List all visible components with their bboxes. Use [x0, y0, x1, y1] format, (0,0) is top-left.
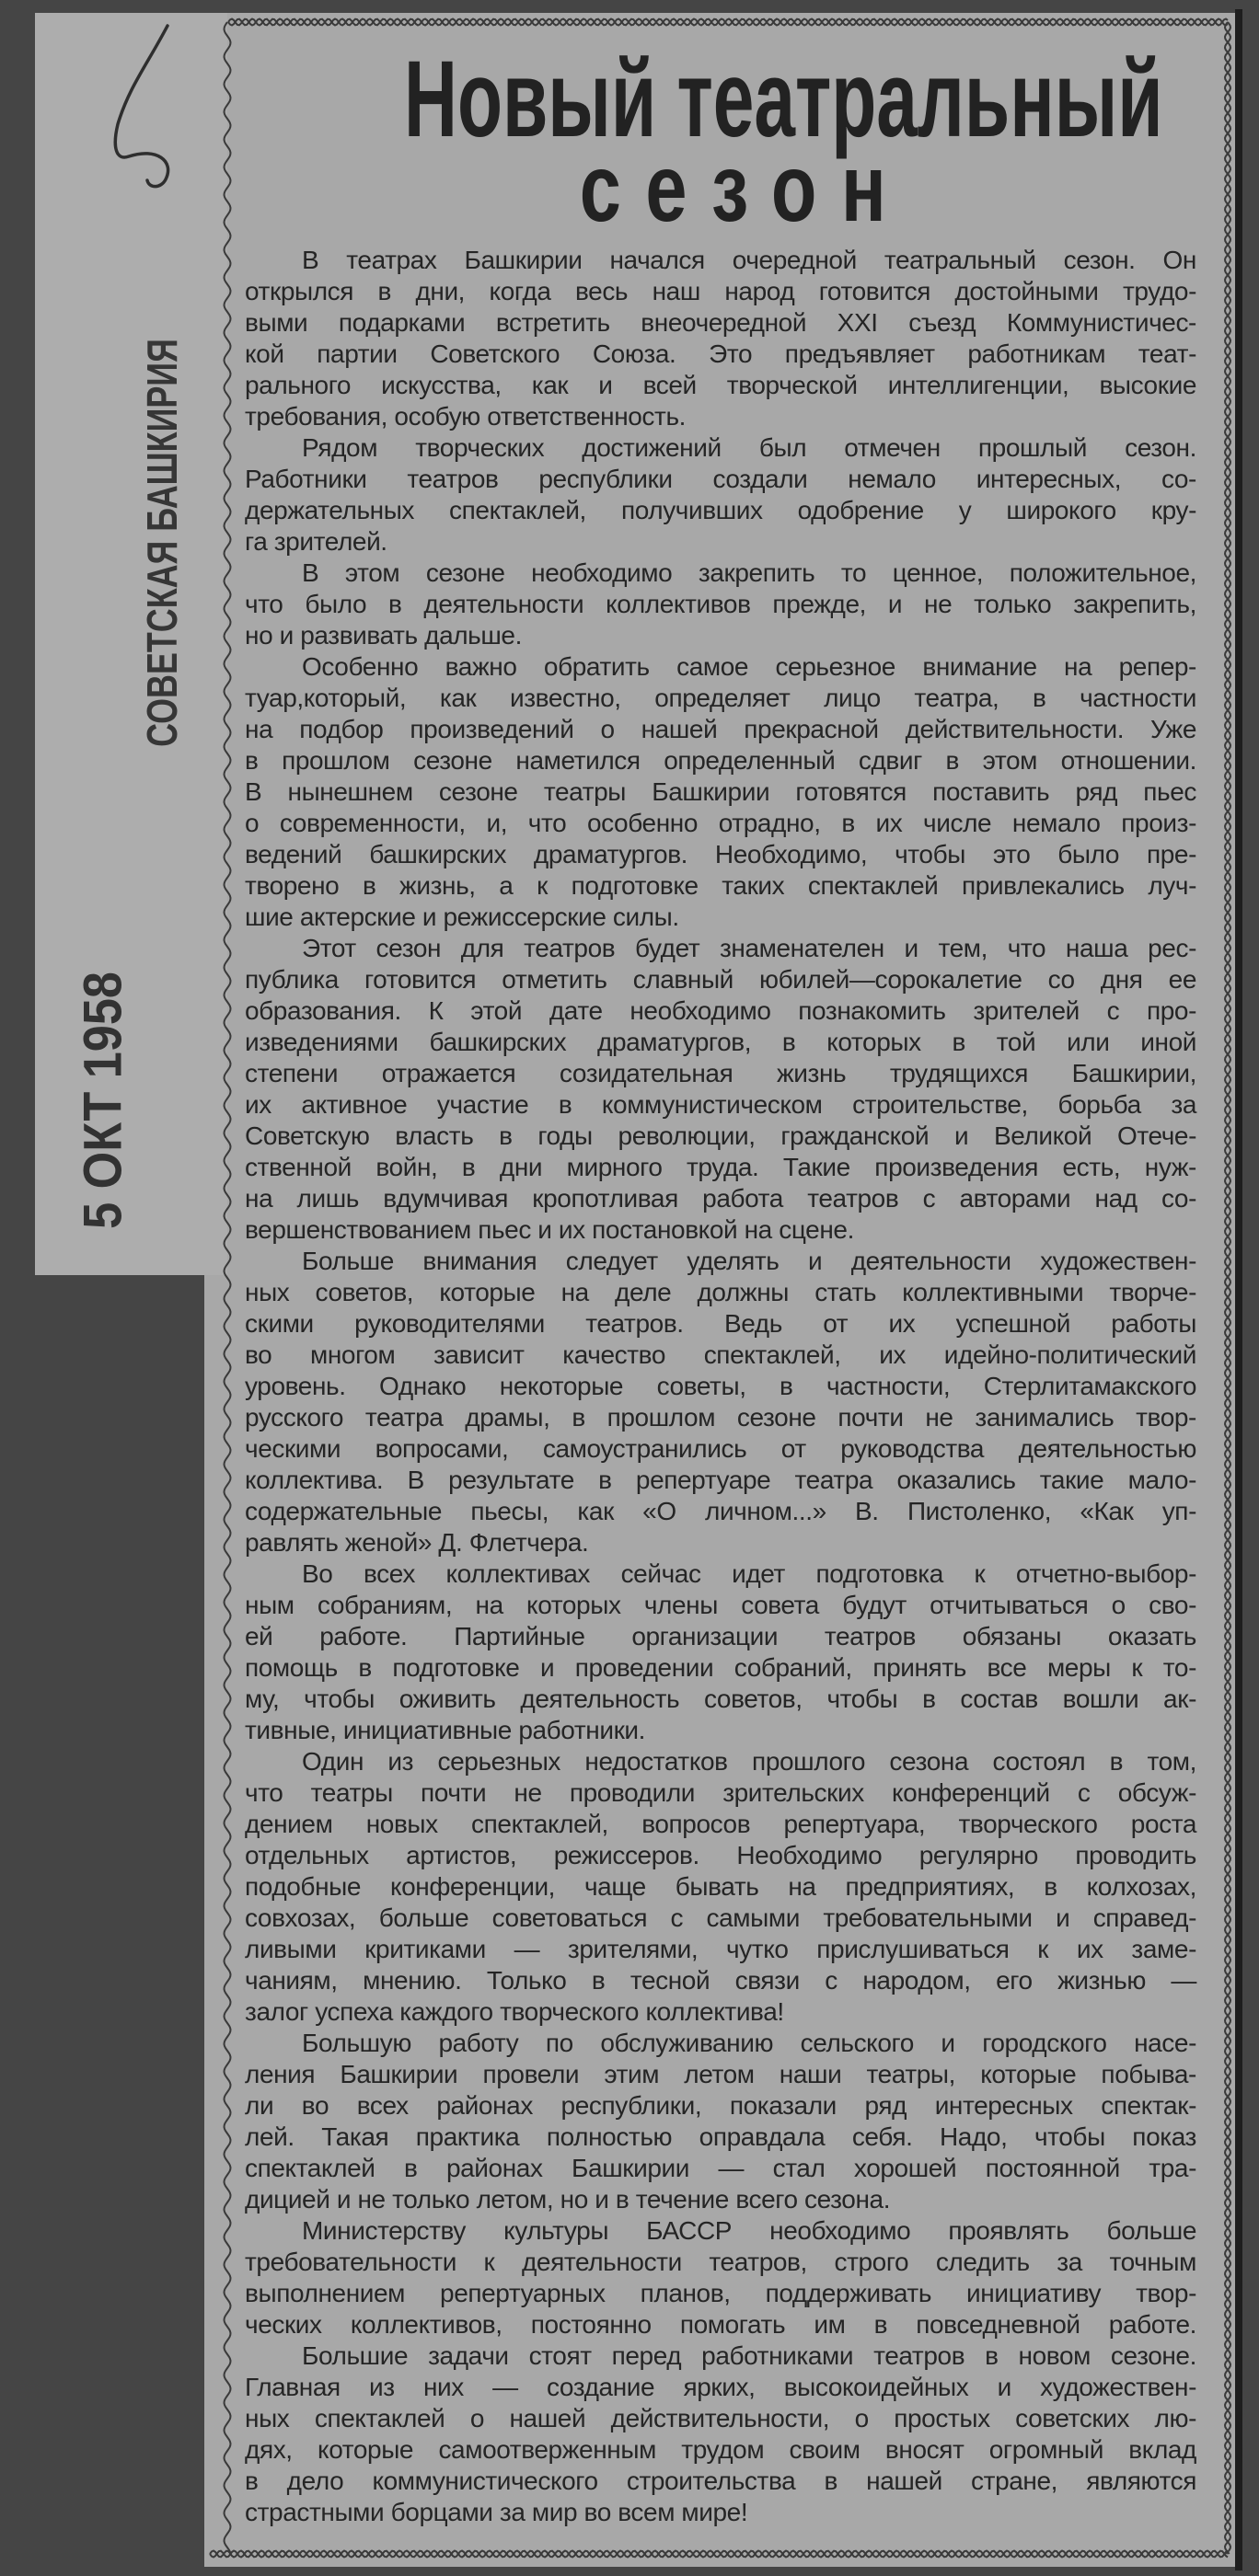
text-line: что было в деятельности коллективов прежде, и не только закрепить, — [245, 590, 1196, 618]
text-line: на лишь вдумчивая кропотливая работа театров с авторами над со- — [245, 1184, 1196, 1213]
text-line: ей работе. Партийные организации театров обязаны оказать — [245, 1622, 1196, 1650]
text-line: В нынешнем сезоне театры Башкирии готовятся поставить ряд пьес — [245, 777, 1196, 806]
text-line: выполнением репертуарных планов, поддерживать инициативу твор- — [245, 2279, 1196, 2307]
paragraph — [245, 245, 1196, 432]
text-line: га зрителей. — [245, 527, 387, 556]
handwritten-mark-5 — [115, 26, 167, 187]
text-line: содержательные пьесы, как «О личном...» В. Пистоленко, «Как уп- — [245, 1497, 1196, 1525]
title-text: сезон — [580, 135, 911, 242]
text-line: Рядом творческих достижений был отмечен прошлый сезон. — [302, 433, 1196, 462]
paragraph — [245, 432, 1196, 558]
text-line: Министерству культуры БАССР необходимо проявлять больше — [302, 2216, 1196, 2245]
text-line: ным собраниям, на которых члены совета будут отчитываться о сво- — [245, 1591, 1196, 1619]
text-line: ных советов, которые на деле должны стать коллективными творче- — [245, 1278, 1196, 1306]
text-line: русского театра драмы, в прошлом сезоне почти не занимались твор- — [245, 1403, 1196, 1432]
text-line: на подбор произведений о нашей прекрасной действительности. Уже — [245, 715, 1196, 743]
text-line: держательных спектаклей, получивших одобрение у широкого кру- — [245, 496, 1196, 524]
text-line: кой партии Советского Союза. Это предъявляет работникам теат- — [245, 339, 1196, 368]
text-line: ведений башкирских драматургов. Необходимо, чтобы это было пре- — [245, 840, 1196, 868]
text-line: ных спектаклей о нашей действительности, о простых советских лю- — [245, 2404, 1196, 2432]
text-line: выми подарками встретить внеочередной XXI съезд Коммунистичес- — [245, 308, 1196, 337]
text-line: Особенно важно обратить самое серьезное внимание на репер- — [302, 652, 1196, 681]
text-line: творено в жизнь, а к подготовке таких спектаклей привлекались луч- — [245, 871, 1196, 900]
text-line: что театры почти не проводили зрительских конференций с обсуж- — [245, 1778, 1196, 1807]
text-line: Главная из них — создание ярких, высокоидейных и художествен- — [245, 2373, 1196, 2401]
article-body — [245, 245, 1196, 2528]
text-line: дях, которые самоотверженным трудом своим вносят огромный вклад — [245, 2435, 1196, 2464]
text-line: спектаклей в районах Башкирии — стал хорошей постоянной тра- — [245, 2154, 1196, 2182]
text-line: помощь в подготовке и проведении собраний, принять все меры к то- — [245, 1653, 1196, 1682]
text-line: Один из серьезных недостатков прошлого сезона состоял в том, — [302, 1747, 1196, 1776]
title-text: Новый театральный — [404, 39, 1163, 160]
text-line: чаниям, мнению. Только в тесной связи с народом, его жизнью — — [245, 1966, 1196, 1995]
text-line: рального искусства, как и всей творческой интеллигенции, высокие — [245, 371, 1196, 399]
text-line: ли во всех районах республики, показали ряд интересных спектак- — [245, 2091, 1196, 2120]
text-line: дицией и не только летом, но и в течение всего сезона. — [245, 2185, 891, 2214]
newspaper-name-stamp: СОВЕТСКАЯ БАШКИРИЯ — [138, 339, 186, 747]
text-line: му, чтобы оживить деятельность советов, чтобы в состав вошли ак- — [245, 1685, 1196, 1713]
text-line: скими руководителями театров. Ведь от их успешной работы — [245, 1309, 1196, 1338]
text-line: коллектива. В результате в репертуаре театра оказались такие мало- — [245, 1466, 1196, 1494]
paragraph — [245, 1746, 1196, 2028]
text-line: Во всех коллективах сейчас идет подготовка к отчетно-выбор- — [302, 1559, 1196, 1588]
text-line: публика готовится отметить славный юбилей—сорокалетие со дня ее — [245, 965, 1196, 994]
text-line: в прошлом сезоне наметился определенный сдвиг в этом отношении. — [245, 746, 1196, 775]
text-line: Работники театров республики создали немало интересных, со- — [245, 465, 1196, 493]
text-line: совхозах, больше советоваться с самыми требовательными и справед- — [245, 1903, 1196, 1932]
text-line: Советскую власть в годы революции, гражданской и Великой Отече- — [245, 1121, 1196, 1150]
text-line: степени отражается созидательная жизнь трудящихся Башкирии, — [245, 1059, 1196, 1087]
text-line: требования, особую ответственность. — [245, 402, 687, 431]
paragraph — [245, 2340, 1196, 2528]
text-line: Большую работу по обслуживанию сельского и городского насе- — [302, 2029, 1196, 2057]
text-line: ческими вопросами, самоустранились от руководства деятельностью — [245, 1434, 1196, 1463]
text-line: изведениями башкирских драматургов, в которых в той или иной — [245, 1028, 1196, 1056]
text-line: равлять женой» Д. Флетчера. — [245, 1528, 589, 1557]
text-line: ливыми критиками — зрителями, чутко прислушиваться к их заме- — [245, 1935, 1196, 1963]
text-line: дением новых спектаклей, вопросов репертуара, творческого роста — [245, 1810, 1196, 1838]
text-line: тивные, инициативные работники. — [245, 1716, 646, 1744]
text-line: ческих коллективов, постоянно помогать им в повседневной работе. — [245, 2310, 1196, 2339]
text-line: подобные конференции, чаще бывать на предприятиях, в колхозах, — [245, 1872, 1196, 1901]
paragraph — [245, 1246, 1196, 1558]
text-line: во многом зависит качество спектаклей, их идейно-политический — [245, 1340, 1196, 1369]
text-line: образования. К этой дате необходимо познакомить зрителей с про- — [245, 996, 1196, 1025]
text-line: вершенствованием пьес и их постановкой на сцене. — [245, 1215, 854, 1244]
text-line: страстными борцами за мир во всем мире! — [245, 2498, 748, 2526]
paragraph — [245, 651, 1196, 933]
text-line: Этот сезон для театров будет знаменателен и тем, что наша рес- — [302, 934, 1196, 962]
text-line: Больше внимания следует уделять и деятельности художествен- — [302, 1247, 1196, 1275]
text-line: уровень. Однако некоторые советы, в частности, Стерлитамакского — [245, 1372, 1196, 1400]
paragraph — [245, 2215, 1196, 2340]
text-line: отдельных артистов, режиссеров. Необходимо регулярно проводить — [245, 1841, 1196, 1869]
text-line: требовательности к деятельности театров, строго следить за точным — [245, 2248, 1196, 2276]
paragraph — [245, 558, 1196, 651]
text-line: их активное участие в коммунистическом строительстве, борьба за — [245, 1090, 1196, 1119]
text-line: о современности, и, что особенно отрадно, в их числе немало произ- — [245, 809, 1196, 837]
paragraph — [245, 1558, 1196, 1746]
wavy-line — [225, 22, 231, 2554]
article-title-line-2 — [225, 135, 1247, 242]
date-stamp: 5 ОКТ 1958 — [73, 972, 133, 1229]
text-line: В этом сезоне необходимо закрепить то ценное, положительное, — [302, 558, 1196, 587]
text-line: залог успеха каждого творческого коллектива! — [245, 1997, 784, 2026]
text-line: в дело коммунистического строительства в нашей стране, являются — [245, 2467, 1196, 2495]
text-line: ления Башкирии провели этим летом наши театры, которые побыва- — [245, 2060, 1196, 2088]
text-line: туар,который, как известно, определяет лицо театра, в частности — [245, 684, 1196, 712]
text-line: ственной войн, в дни мирного труда. Такие произведения есть, нуж- — [245, 1153, 1196, 1181]
text-line: шие актерские и режиссерские силы. — [245, 903, 679, 931]
text-line: В театрах Башкирии начался очередной театральный сезон. Он — [302, 246, 1196, 274]
paragraph — [245, 933, 1196, 1246]
text-line: но и развивать дальше. — [245, 621, 522, 650]
text-line: открылся в дни, когда весь наш народ готовится достойными трудо- — [245, 277, 1196, 305]
paragraph — [245, 2028, 1196, 2215]
text-line: Большие задачи стоят перед работниками театров в новом сезоне. — [302, 2341, 1196, 2370]
text-line: лей. Такая практика полностью оправдала себя. Надо, чтобы показ — [245, 2122, 1196, 2151]
